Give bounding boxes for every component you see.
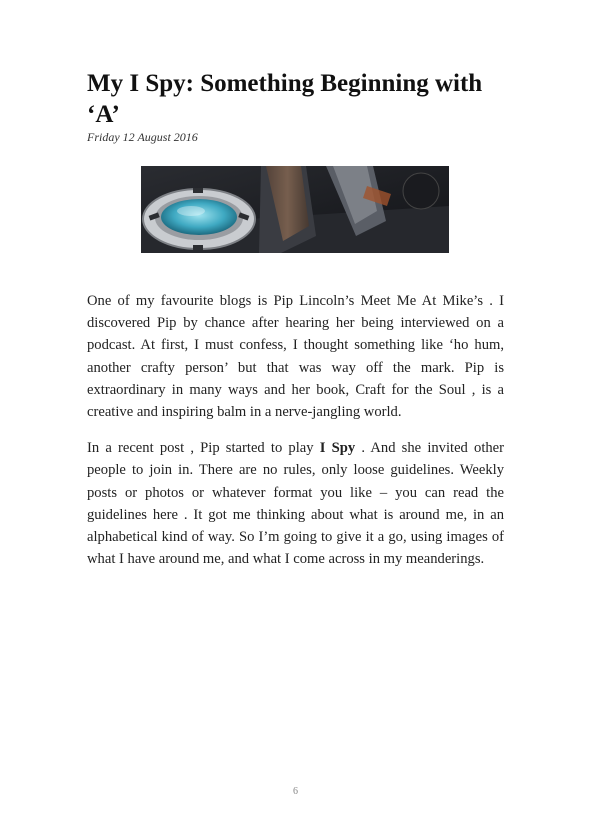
- paragraph-i-spy-start: In a recent post , Pip started to play: [87, 440, 320, 457]
- page-number: 6: [293, 786, 298, 797]
- post-date: Friday 12 August 2016: [87, 130, 198, 144]
- paragraph-intro: One of my favourite blogs is Pip Lincoln’s Meet Me At Mike’s . I discovered Pip by chance after hearing her being interviewed on a podcast. At first, I must confess, I thought something like ‘ho hum, another crafty person’ but that was way off the mark. Pip is extraordinary in many ways and her book, Craft for the Soul , is a creative and inspiring balm in a nerve-jangling world.: [87, 293, 504, 421]
- paragraph-i-spy: [87, 437, 504, 570]
- post-title: My I Spy: Something Beginning with ‘A’: [87, 70, 483, 128]
- paragraph-i-spy-rest: . And she invited other people to join in. There are no rules, only loose guidelines. Weekly posts or photos or whatever format you like – you can read the guidelines here . It got me thinking about what is around me, in an alphabetical kind of way. So I’m going to give it a go, using images of what I have around me, and what I come across in my meanderings.: [87, 440, 505, 568]
- post-body: [87, 290, 504, 584]
- ashtray-photo: [141, 166, 449, 253]
- i-spy-bold: I Spy: [319, 440, 356, 457]
